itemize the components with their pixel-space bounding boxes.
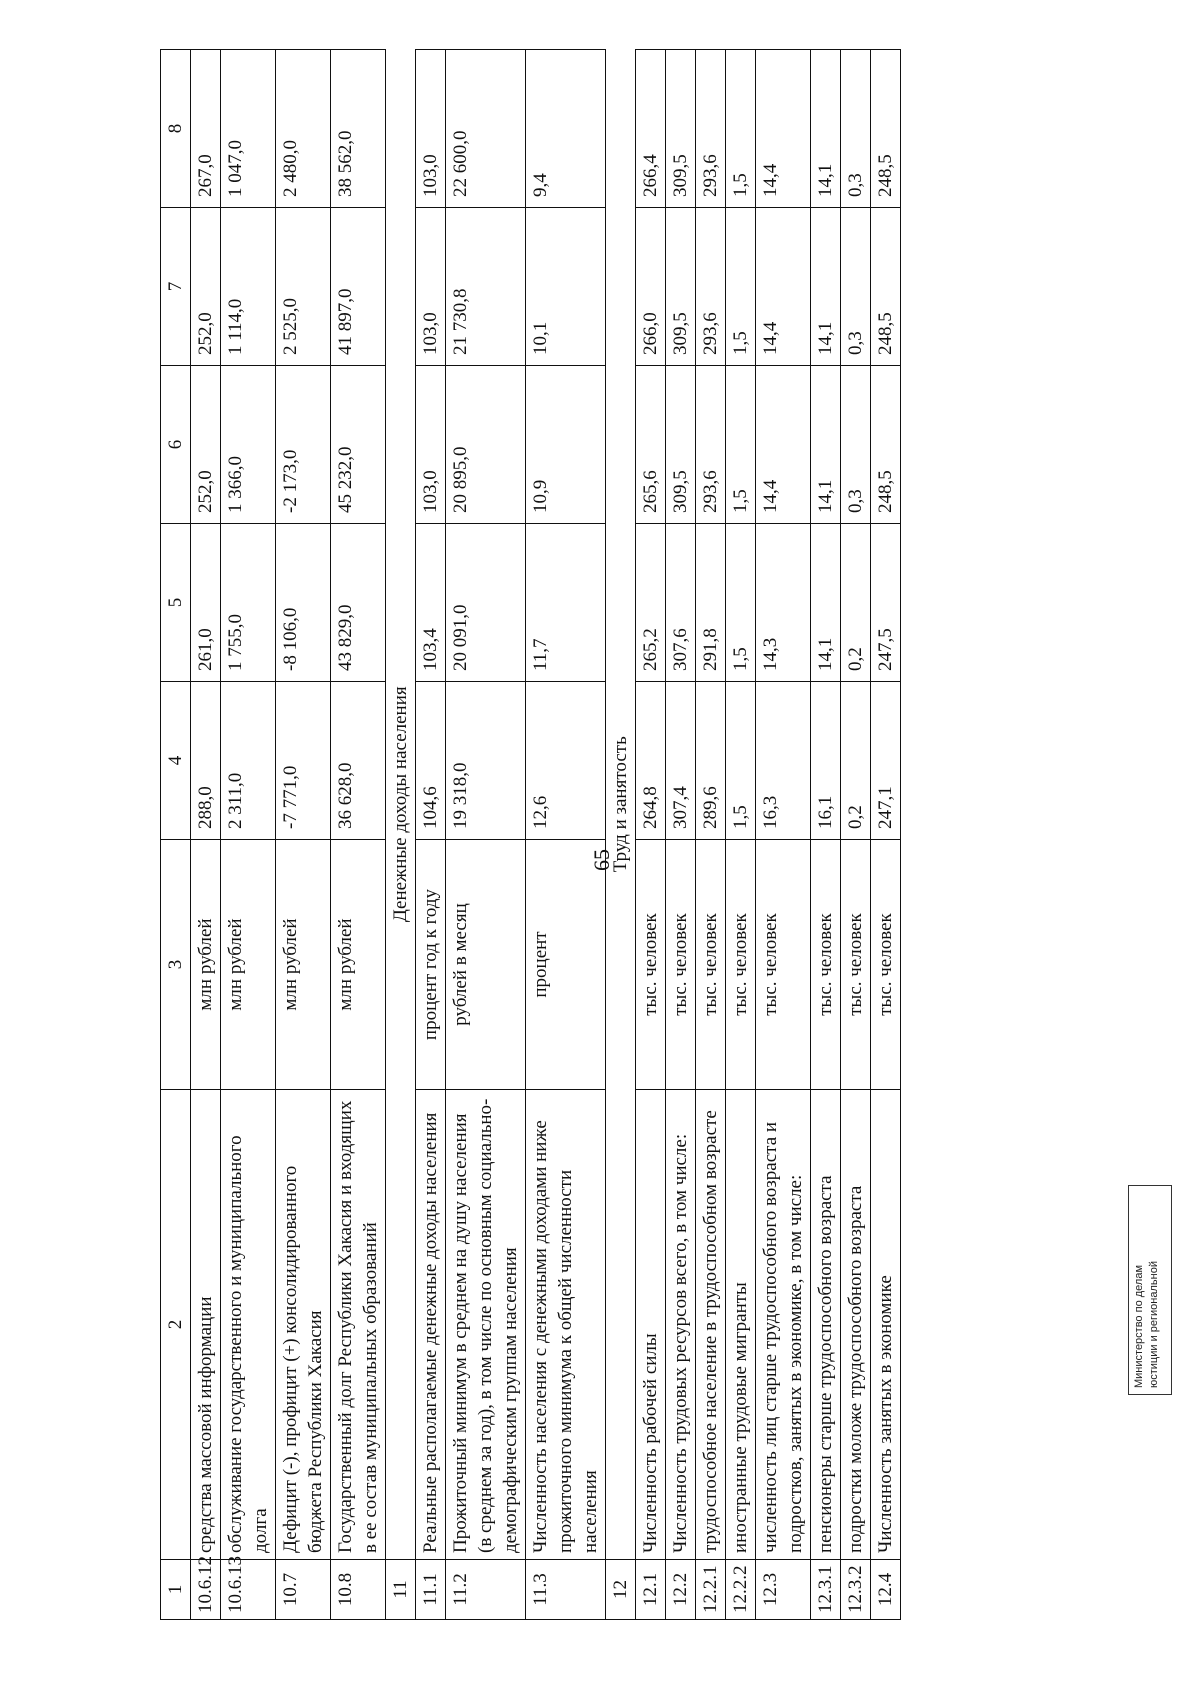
row-value-v8: 22 600,0: [446, 50, 526, 208]
row-name: обслуживание государственного и муниципального долга: [221, 1090, 276, 1560]
col-header-5: 5: [161, 524, 191, 682]
row-value-v4: 289,6: [696, 682, 726, 840]
row-code: 12.2: [666, 1560, 696, 1620]
row-name: подростки моложе трудоспособного возраста: [841, 1090, 871, 1560]
row-unit: тыс. человек: [756, 840, 811, 1090]
row-name: Реальные располагаемые денежные доходы населения: [416, 1090, 446, 1560]
row-value-v6: 293,6: [696, 366, 726, 524]
section-code: 12: [606, 1560, 636, 1620]
section-code: 11: [386, 1560, 416, 1620]
row-value-v4: 16,1: [811, 682, 841, 840]
row-value-v5: 11,7: [526, 524, 606, 682]
row-value-v6: 14,1: [811, 366, 841, 524]
row-name: пенсионеры старше трудоспособного возраста: [811, 1090, 841, 1560]
row-name: Прожиточный минимум в среднем на душу населения (в среднем за год), в том числе по основным социально-демографическим группам населения: [446, 1090, 526, 1560]
table-row: [331, 50, 386, 1620]
row-value-v4: -7 771,0: [276, 682, 331, 840]
page-number: 65: [589, 849, 614, 871]
row-value-v5: -8 106,0: [276, 524, 331, 682]
col-header-6: 6: [161, 366, 191, 524]
row-code: 12.3: [756, 1560, 811, 1620]
row-value-v4: 16,3: [756, 682, 811, 840]
row-value-v5: 307,6: [666, 524, 696, 682]
row-value-v6: -2 173,0: [276, 366, 331, 524]
row-unit: тыс. человек: [666, 840, 696, 1090]
row-unit: тыс. человек: [811, 840, 841, 1090]
ministry-stamp: [1128, 1185, 1172, 1395]
stamp-line-2: юстиции и региональной: [1148, 1261, 1160, 1388]
table-row: [221, 50, 276, 1620]
row-unit: тыс. человек: [871, 840, 901, 1090]
table-row: [666, 50, 696, 1620]
row-value-v8: 1,5: [726, 50, 756, 208]
row-value-v5: 14,1: [811, 524, 841, 682]
row-value-v8: 38 562,0: [331, 50, 386, 208]
section-title: Труд и занятость: [606, 50, 636, 1560]
row-value-v7: 1 114,0: [221, 208, 276, 366]
table-row: [191, 50, 221, 1620]
row-value-v5: 20 091,0: [446, 524, 526, 682]
row-value-v4: 12,6: [526, 682, 606, 840]
table-row: [526, 50, 606, 1620]
row-name: иностранные трудовые мигранты: [726, 1090, 756, 1560]
row-name: Численность населения с денежными доходами ниже прожиточного минимума к общей численности населения: [526, 1090, 606, 1560]
row-value-v6: 1,5: [726, 366, 756, 524]
table-row: [446, 50, 526, 1620]
stamp-line-1: Министерство по делам: [1133, 1264, 1145, 1388]
row-value-v4: 1,5: [726, 682, 756, 840]
table-row: [811, 50, 841, 1620]
row-value-v6: 103,0: [416, 366, 446, 524]
row-value-v5: 291,8: [696, 524, 726, 682]
data-table-container: [160, 50, 1110, 1620]
row-value-v7: 309,5: [666, 208, 696, 366]
row-unit: тыс. человек: [636, 840, 666, 1090]
row-value-v8: 9,4: [526, 50, 606, 208]
row-code: 12.3.2: [841, 1560, 871, 1620]
row-value-v6: 252,0: [191, 366, 221, 524]
row-value-v4: 264,8: [636, 682, 666, 840]
row-unit: тыс. человек: [841, 840, 871, 1090]
row-value-v8: 0,3: [841, 50, 871, 208]
section-title: Денежные доходы населения: [386, 50, 416, 1560]
row-value-v6: 248,5: [871, 366, 901, 524]
row-value-v7: 41 897,0: [331, 208, 386, 366]
row-code: 10.7: [276, 1560, 331, 1620]
row-value-v4: 288,0: [191, 682, 221, 840]
row-value-v5: 14,3: [756, 524, 811, 682]
row-value-v5: 261,0: [191, 524, 221, 682]
row-name: Численность трудовых ресурсов всего, в том числе:: [666, 1090, 696, 1560]
row-value-v8: 14,4: [756, 50, 811, 208]
table-row: [871, 50, 901, 1620]
row-value-v4: 0,2: [841, 682, 871, 840]
row-unit: млн рублей: [331, 840, 386, 1090]
row-name: средства массовой информации: [191, 1090, 221, 1560]
row-value-v5: 1 755,0: [221, 524, 276, 682]
row-value-v4: 247,1: [871, 682, 901, 840]
row-value-v5: 103,4: [416, 524, 446, 682]
row-value-v7: 10,1: [526, 208, 606, 366]
row-code: 12.3.1: [811, 1560, 841, 1620]
row-code: 10.8: [331, 1560, 386, 1620]
row-name: трудоспособное население в трудоспособном возрасте: [696, 1090, 726, 1560]
row-value-v7: 0,3: [841, 208, 871, 366]
table-row: [696, 50, 726, 1620]
row-value-v4: 36 628,0: [331, 682, 386, 840]
table-row: [756, 50, 811, 1620]
col-header-1: 1: [161, 1560, 191, 1620]
table-row: [726, 50, 756, 1620]
row-code: 12.2.1: [696, 1560, 726, 1620]
row-value-v8: 2 480,0: [276, 50, 331, 208]
col-header-2: 2: [161, 1090, 191, 1560]
row-name: Государственный долг Республики Хакасия и входящих в ее состав муниципальных образований: [331, 1090, 386, 1560]
row-unit: процент год к году: [416, 840, 446, 1090]
row-code: 12.4: [871, 1560, 901, 1620]
row-value-v4: 2 311,0: [221, 682, 276, 840]
row-value-v8: 293,6: [696, 50, 726, 208]
row-value-v8: 248,5: [871, 50, 901, 208]
section-row: [386, 50, 416, 1620]
col-header-7: 7: [161, 208, 191, 366]
table-row: [841, 50, 871, 1620]
row-value-v7: 103,0: [416, 208, 446, 366]
row-value-v8: 267,0: [191, 50, 221, 208]
row-name: Дефицит (-), профицит (+) консолидированного бюджета Республики Хакасия: [276, 1090, 331, 1560]
row-unit: процент: [526, 840, 606, 1090]
row-value-v7: 293,6: [696, 208, 726, 366]
row-code: 11.3: [526, 1560, 606, 1620]
row-value-v6: 1 366,0: [221, 366, 276, 524]
row-value-v5: 1,5: [726, 524, 756, 682]
row-value-v7: 14,4: [756, 208, 811, 366]
row-value-v4: 307,4: [666, 682, 696, 840]
row-value-v5: 43 829,0: [331, 524, 386, 682]
table-row: [276, 50, 331, 1620]
row-value-v5: 265,2: [636, 524, 666, 682]
table-row: [636, 50, 666, 1620]
row-value-v8: 309,5: [666, 50, 696, 208]
row-name: численность лиц старше трудоспособного возраста и подростков, занятых в экономике, в том числе:: [756, 1090, 811, 1560]
col-header-3: 3: [161, 840, 191, 1090]
row-value-v7: 252,0: [191, 208, 221, 366]
row-value-v7: 248,5: [871, 208, 901, 366]
row-value-v5: 0,2: [841, 524, 871, 682]
row-value-v4: 104,6: [416, 682, 446, 840]
row-unit: тыс. человек: [696, 840, 726, 1090]
row-value-v7: 1,5: [726, 208, 756, 366]
row-value-v6: 20 895,0: [446, 366, 526, 524]
row-unit: рублей в месяц: [446, 840, 526, 1090]
row-code: 12.1: [636, 1560, 666, 1620]
row-value-v8: 14,1: [811, 50, 841, 208]
col-header-8: 8: [161, 50, 191, 208]
data-table: [160, 49, 901, 1620]
row-code: 12.2.2: [726, 1560, 756, 1620]
row-unit: млн рублей: [221, 840, 276, 1090]
row-value-v7: 21 730,8: [446, 208, 526, 366]
row-value-v6: 10,9: [526, 366, 606, 524]
row-value-v6: 0,3: [841, 366, 871, 524]
table-row: [416, 50, 446, 1620]
header-row: [161, 50, 191, 1620]
row-value-v8: 1 047,0: [221, 50, 276, 208]
row-code: 11.1: [416, 1560, 446, 1620]
row-value-v6: 14,4: [756, 366, 811, 524]
section-row: [606, 50, 636, 1620]
row-value-v6: 265,6: [636, 366, 666, 524]
row-unit: тыс. человек: [726, 840, 756, 1090]
row-value-v7: 266,0: [636, 208, 666, 366]
row-value-v6: 45 232,0: [331, 366, 386, 524]
row-name: Численность занятых в экономике: [871, 1090, 901, 1560]
row-value-v8: 266,4: [636, 50, 666, 208]
row-value-v4: 19 318,0: [446, 682, 526, 840]
row-name: Численность рабочей силы: [636, 1090, 666, 1560]
row-code: 10.6.12: [191, 1560, 221, 1620]
row-value-v8: 103,0: [416, 50, 446, 208]
row-code: 11.2: [446, 1560, 526, 1620]
row-value-v5: 247,5: [871, 524, 901, 682]
col-header-4: 4: [161, 682, 191, 840]
row-value-v7: 2 525,0: [276, 208, 331, 366]
row-code: 10.6.13: [221, 1560, 276, 1620]
row-value-v6: 309,5: [666, 366, 696, 524]
row-unit: млн рублей: [191, 840, 221, 1090]
row-unit: млн рублей: [276, 840, 331, 1090]
row-value-v7: 14,1: [811, 208, 841, 366]
